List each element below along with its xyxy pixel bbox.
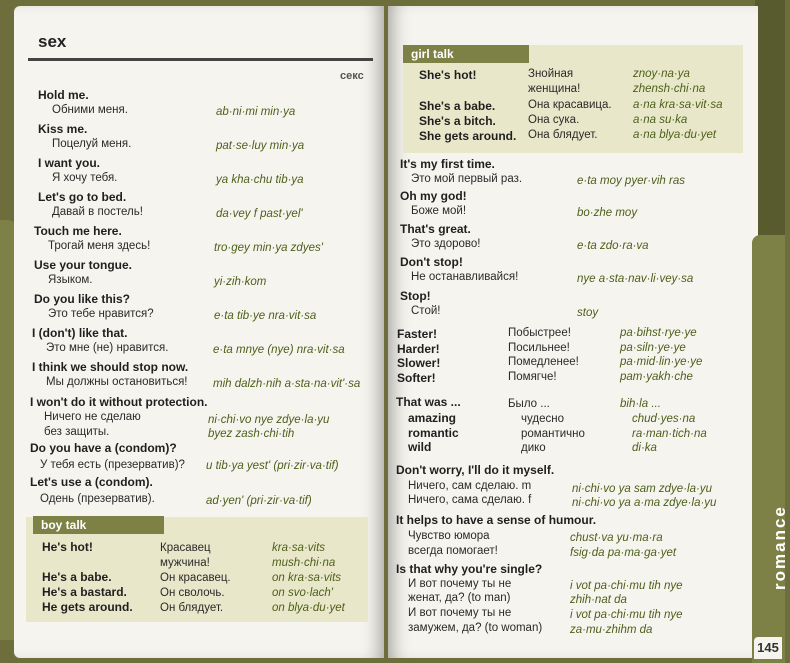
phrase-english: Let's go to bed. bbox=[38, 190, 127, 204]
phrase-transliteration: ni·chi·vo nye zdye·la·yu bbox=[208, 414, 330, 426]
girl-talk-english: She's hot! bbox=[419, 68, 477, 82]
phrase-english: I want you. bbox=[38, 156, 101, 170]
phrase-russian: Боже мой! bbox=[411, 205, 467, 217]
boy-talk-transliteration: on kra·sa·vits bbox=[272, 572, 342, 584]
phrase-transliteration: nye a·sta·nav·li·vey·sa bbox=[577, 273, 694, 285]
adjective-russian: чудесно bbox=[521, 413, 564, 425]
boy-talk-transliteration: on svo·lach' bbox=[272, 587, 334, 599]
phrase-english: Do you like this? bbox=[34, 292, 131, 306]
phrase-russian: Это мне (не) нравится. bbox=[46, 342, 169, 354]
phrase-transliteration: pat·se·luy min·ya bbox=[216, 140, 305, 152]
adjective-english: amazing bbox=[408, 411, 457, 425]
adjective-transliteration: ra·man·tich·na bbox=[632, 428, 707, 440]
girl-talk-english: She's a babe. bbox=[419, 99, 496, 113]
phrase-transliteration: u tib·ya yest' (pri·zir·va·tif) bbox=[206, 460, 339, 472]
phrase-russian: Обними меня. bbox=[52, 104, 128, 116]
girl-talk-russian: Знойная bbox=[528, 68, 574, 80]
phrase-transliteration: bo·zhe moy bbox=[577, 207, 638, 219]
comparative-english: Softer! bbox=[397, 371, 436, 385]
phrase-russian: Одень (презерватив). bbox=[40, 493, 155, 505]
phrase-transliteration: yi·zih·kom bbox=[214, 276, 267, 288]
phrase-russian: У тебя есть (презерватив)? bbox=[40, 459, 185, 471]
phrase-english: Stop! bbox=[400, 289, 431, 303]
boy-talk-transliteration: kra·sa·vits bbox=[272, 542, 326, 554]
phrase-russian: замужем, да? (to woman) bbox=[408, 622, 543, 634]
phrase-english: Touch me here. bbox=[34, 224, 122, 238]
phrase-russian: Это здорово! bbox=[411, 238, 481, 250]
phrase-transliteration: e·ta tib·ye nra·vit·sa bbox=[214, 310, 317, 322]
phrase-transliteration: ab·ni·mi min·ya bbox=[216, 106, 296, 118]
boy-talk-russian: Красавец bbox=[160, 542, 211, 554]
page-heading: sex bbox=[38, 32, 67, 51]
page-number: 145 bbox=[754, 637, 782, 659]
boy-talk-title: boy talk bbox=[33, 516, 164, 534]
phrase-transliteration: e·ta moy pyer·vih ras bbox=[577, 175, 686, 187]
boy-talk-english: He's hot! bbox=[42, 540, 93, 554]
phrase-transliteration: e·ta mnye (nye) nra·vit·sa bbox=[213, 344, 345, 356]
phrase-english: It helps to have a sense of humour. bbox=[396, 513, 597, 527]
section-tab-label: romance bbox=[770, 505, 789, 590]
girl-talk-russian: Она блядует. bbox=[528, 129, 598, 141]
phrase-english: I (don't) like that. bbox=[32, 326, 128, 340]
phrase-transliteration: byez zash·chi·tih bbox=[208, 428, 295, 440]
adjective-russian: дико bbox=[521, 442, 546, 454]
girl-talk-russian: женщина! bbox=[528, 83, 581, 95]
phrase-transliteration: ya kha·chu tib·ya bbox=[216, 174, 304, 186]
phrase-russian: Стой! bbox=[411, 305, 441, 317]
phrase-english: That was ... bbox=[396, 395, 461, 409]
adjective-english: wild bbox=[408, 440, 432, 454]
phrase-transliteration: tro·gey min·ya zdyes' bbox=[214, 242, 323, 254]
boy-talk-russian: Он красавец. bbox=[160, 572, 231, 584]
girl-talk-transliteration: a·na blya·du·yet bbox=[633, 129, 717, 141]
adjective-transliteration: di·ka bbox=[632, 442, 657, 454]
phrase-russian: всегда помогает! bbox=[408, 545, 498, 557]
romance-section-tab bbox=[752, 235, 785, 663]
phrase-russian: Ничего, сама сделаю. f bbox=[408, 494, 532, 506]
phrase-english: I won't do it without protection. bbox=[30, 395, 208, 409]
phrase-english: Don't worry, I'll do it myself. bbox=[396, 463, 555, 477]
comparative-russian: Помягче! bbox=[508, 371, 557, 383]
adjective-russian: романтично bbox=[521, 428, 585, 440]
phrase-transliteration: i vot pa·chi·mu tih nye bbox=[570, 580, 683, 592]
phrase-russian: без защиты. bbox=[44, 426, 110, 438]
phrase-transliteration: i vot pa·chi·mu tih nye bbox=[570, 609, 683, 621]
phrase-english: Do you have a (condom)? bbox=[30, 441, 177, 455]
phrase-transliteration: da·vey f past·yel' bbox=[216, 208, 303, 220]
girl-talk-transliteration: a·na kra·sa·vit·sa bbox=[633, 99, 723, 111]
phrase-english: Is that why you're single? bbox=[396, 562, 543, 576]
heading-rule bbox=[28, 58, 373, 61]
comparative-transliteration: pa·mid·lin·ye·ye bbox=[620, 356, 703, 368]
boy-talk-english: He's a babe. bbox=[42, 570, 112, 584]
phrase-transliteration: zhih·nat da bbox=[570, 594, 627, 606]
phrase-transliteration: ad·yen' (pri·zir·va·tif) bbox=[206, 495, 312, 507]
comparative-transliteration: pa·siln·ye·ye bbox=[620, 342, 686, 354]
comparative-english: Slower! bbox=[397, 356, 441, 370]
phrase-transliteration: ni·chi·vo ya sam zdye·la·yu bbox=[572, 483, 712, 495]
comparative-transliteration: pa·bihst·rye·ye bbox=[620, 327, 697, 339]
girl-talk-english: She gets around. bbox=[419, 129, 517, 143]
comparative-russian: Помедленее! bbox=[508, 356, 579, 368]
phrase-russian: Мы должны остановиться! bbox=[46, 376, 188, 388]
phrase-russian: Не останавливайся! bbox=[411, 271, 519, 283]
phrase-english: Hold me. bbox=[38, 88, 89, 102]
phrase-english: It's my first time. bbox=[400, 157, 495, 171]
phrase-russian: Чувство юмора bbox=[408, 530, 490, 542]
boy-talk-russian: мужчина! bbox=[160, 557, 210, 569]
phrase-transliteration: chust·va yu·ma·ra bbox=[570, 532, 663, 544]
phrase-english: Oh my god! bbox=[400, 189, 467, 203]
phrase-russian: Это тебе нравится? bbox=[48, 308, 154, 320]
phrase-transliteration: fsig·da pa·ma·ga·yet bbox=[570, 547, 677, 559]
phrase-transliteration: stoy bbox=[577, 307, 599, 319]
phrase-russian: Я хочу тебя. bbox=[52, 172, 118, 184]
girl-talk-transliteration: znoy·na·ya bbox=[633, 68, 690, 80]
phrase-transliteration: mih dalzh·nih a·sta·na·vit'·sa bbox=[213, 378, 361, 390]
boy-talk-english: He gets around. bbox=[42, 600, 133, 614]
boy-talk-russian: Он блядует. bbox=[160, 602, 224, 614]
russian-tag: секс bbox=[340, 70, 364, 82]
phrase-english: Let's use a (condom). bbox=[30, 475, 153, 489]
comparative-english: Harder! bbox=[397, 342, 440, 356]
phrase-russian: И вот почему ты не bbox=[408, 578, 512, 590]
phrase-russian: женат, да? (to man) bbox=[408, 592, 511, 604]
phrase-english: Kiss me. bbox=[38, 122, 88, 136]
phrase-transliteration: bih·la ... bbox=[620, 398, 661, 410]
comparative-russian: Посильнее! bbox=[508, 342, 570, 354]
phrase-russian: Было ... bbox=[508, 398, 550, 410]
boy-talk-russian: Он сволочь. bbox=[160, 587, 225, 599]
phrase-russian: Это мой первый раз. bbox=[411, 173, 523, 185]
adjective-transliteration: chud·yes·na bbox=[632, 413, 696, 425]
girl-talk-russian: Она красавица. bbox=[528, 99, 612, 111]
phrase-russian: Ничего не сделаю bbox=[44, 411, 141, 423]
phrase-transliteration: za·mu·zhihm da bbox=[570, 624, 653, 636]
phrase-russian: Ничего, сам сделаю. m bbox=[408, 480, 532, 492]
comparative-english: Faster! bbox=[397, 327, 438, 341]
girl-talk-english: She's a bitch. bbox=[419, 114, 496, 128]
girl-talk-russian: Она сука. bbox=[528, 114, 580, 126]
phrase-english: Don't stop! bbox=[400, 255, 463, 269]
girl-talk-transliteration: a·na su·ka bbox=[633, 114, 688, 126]
boy-talk-transliteration: mush·chi·na bbox=[272, 557, 336, 569]
boy-talk-english: He's a bastard. bbox=[42, 585, 127, 599]
adjective-english: romantic bbox=[408, 426, 459, 440]
girl-talk-title: girl talk bbox=[403, 45, 529, 63]
girl-talk-transliteration: zhensh·chi·na bbox=[633, 83, 706, 95]
phrase-russian: И вот почему ты не bbox=[408, 607, 512, 619]
phrase-english: I think we should stop now. bbox=[32, 360, 189, 374]
phrase-transliteration: ni·chi·vo ya a·ma zdye·la·yu bbox=[572, 497, 717, 509]
comparative-russian: Побыстрее! bbox=[508, 327, 571, 339]
phrase-russian: Трогай меня здесь! bbox=[48, 240, 151, 252]
phrase-english: That's great. bbox=[400, 222, 471, 236]
comparative-transliteration: pam·yakh·che bbox=[620, 371, 693, 383]
phrase-english: Use your tongue. bbox=[34, 258, 133, 272]
phrase-russian: Поцелуй меня. bbox=[52, 138, 132, 150]
phrase-russian: Языком. bbox=[48, 274, 93, 286]
phrase-russian: Давай в постель! bbox=[52, 206, 143, 218]
boy-talk-transliteration: on blya·du·yet bbox=[272, 602, 345, 614]
phrase-transliteration: e·ta zdo·ra·va bbox=[577, 240, 649, 252]
